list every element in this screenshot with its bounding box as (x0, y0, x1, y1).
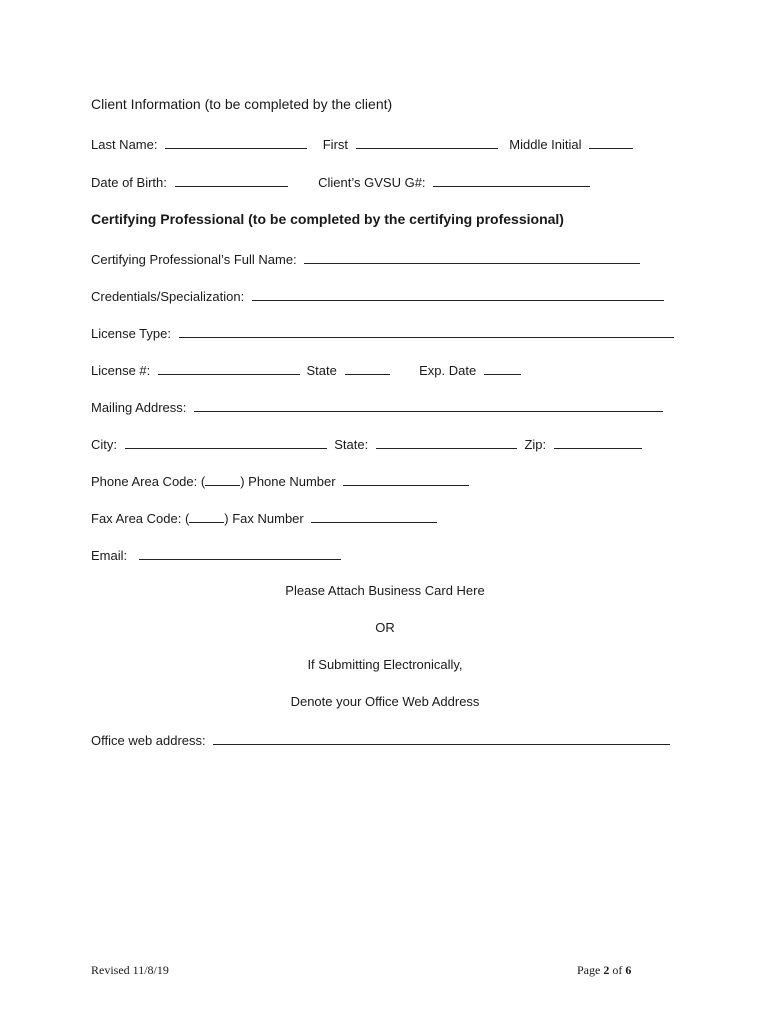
zip-label: Zip: (524, 437, 547, 452)
attach-card-text: Please Attach Business Card Here (285, 583, 485, 598)
client-name-row (91, 135, 633, 153)
zip-field[interactable] (554, 435, 642, 449)
full-name-row (91, 250, 640, 268)
phone-area-label: Phone Area Code: ( (91, 474, 206, 489)
web-address-instruction: Denote your Office Web Address (290, 694, 480, 709)
phone-number-field[interactable] (343, 472, 469, 486)
middle-initial-label: Middle Initial (509, 137, 582, 152)
state-label: State: (334, 437, 369, 452)
license-type-label: License Type: (91, 326, 171, 341)
professional-section-heading: Certifying Professional (to be completed by the certifying professional) (91, 211, 564, 227)
web-address-row (91, 731, 670, 749)
license-number-row (91, 361, 521, 379)
phone-number-label: ) Phone Number (240, 474, 336, 489)
mailing-address-field[interactable] (194, 398, 663, 412)
email-row (91, 546, 341, 564)
state-field[interactable] (376, 435, 517, 449)
last-name-field[interactable] (165, 135, 307, 149)
license-state-field[interactable] (345, 361, 390, 375)
fax-area-label: Fax Area Code: ( (91, 511, 190, 526)
license-type-field[interactable] (179, 324, 674, 338)
fax-area-code-field[interactable] (189, 509, 224, 523)
mailing-address-label: Mailing Address: (91, 400, 187, 415)
client-dob-row (91, 173, 590, 191)
first-name-field[interactable] (356, 135, 498, 149)
mailing-row (91, 398, 663, 416)
license-number-field[interactable] (158, 361, 300, 375)
city-field[interactable] (125, 435, 327, 449)
exp-date-label: Exp. Date (419, 363, 477, 378)
gvsu-label: Client’s GVSU G#: (318, 175, 426, 190)
credentials-field[interactable] (252, 287, 664, 301)
electronic-text: If Submitting Electronically, (307, 657, 463, 672)
dob-label: Date of Birth: (91, 175, 167, 190)
phone-area-code-field[interactable] (205, 472, 240, 486)
last-name-label: Last Name: (91, 137, 158, 152)
web-address-field[interactable] (213, 731, 670, 745)
license-number-label: License #: (91, 363, 151, 378)
client-section-heading: Client Information (to be completed by the client) (91, 96, 393, 112)
city-label: City: (91, 437, 117, 452)
first-name-label: First (322, 137, 349, 152)
fax-number-label: ) Fax Number (224, 511, 304, 526)
full-name-label: Certifying Professional’s Full Name: (91, 252, 297, 267)
credentials-row (91, 287, 664, 305)
license-state-label: State (306, 363, 337, 378)
page-number: Page 2 of 6 (577, 963, 632, 977)
revised-date: Revised 11/8/19 (91, 963, 169, 977)
email-label: Email: (91, 548, 128, 563)
fax-number-field[interactable] (311, 509, 437, 523)
exp-date-field[interactable] (484, 361, 521, 375)
license-type-row (91, 324, 674, 342)
or-text: OR (375, 620, 395, 635)
fax-row (91, 509, 437, 527)
gvsu-field[interactable] (433, 173, 590, 187)
credentials-label: Credentials/Specialization: (91, 289, 245, 304)
full-name-field[interactable] (304, 250, 640, 264)
web-address-label: Office web address: (91, 733, 206, 748)
dob-field[interactable] (175, 173, 288, 187)
phone-row (91, 472, 469, 490)
city-row (91, 435, 642, 453)
middle-initial-field[interactable] (589, 135, 633, 149)
email-field[interactable] (139, 546, 341, 560)
